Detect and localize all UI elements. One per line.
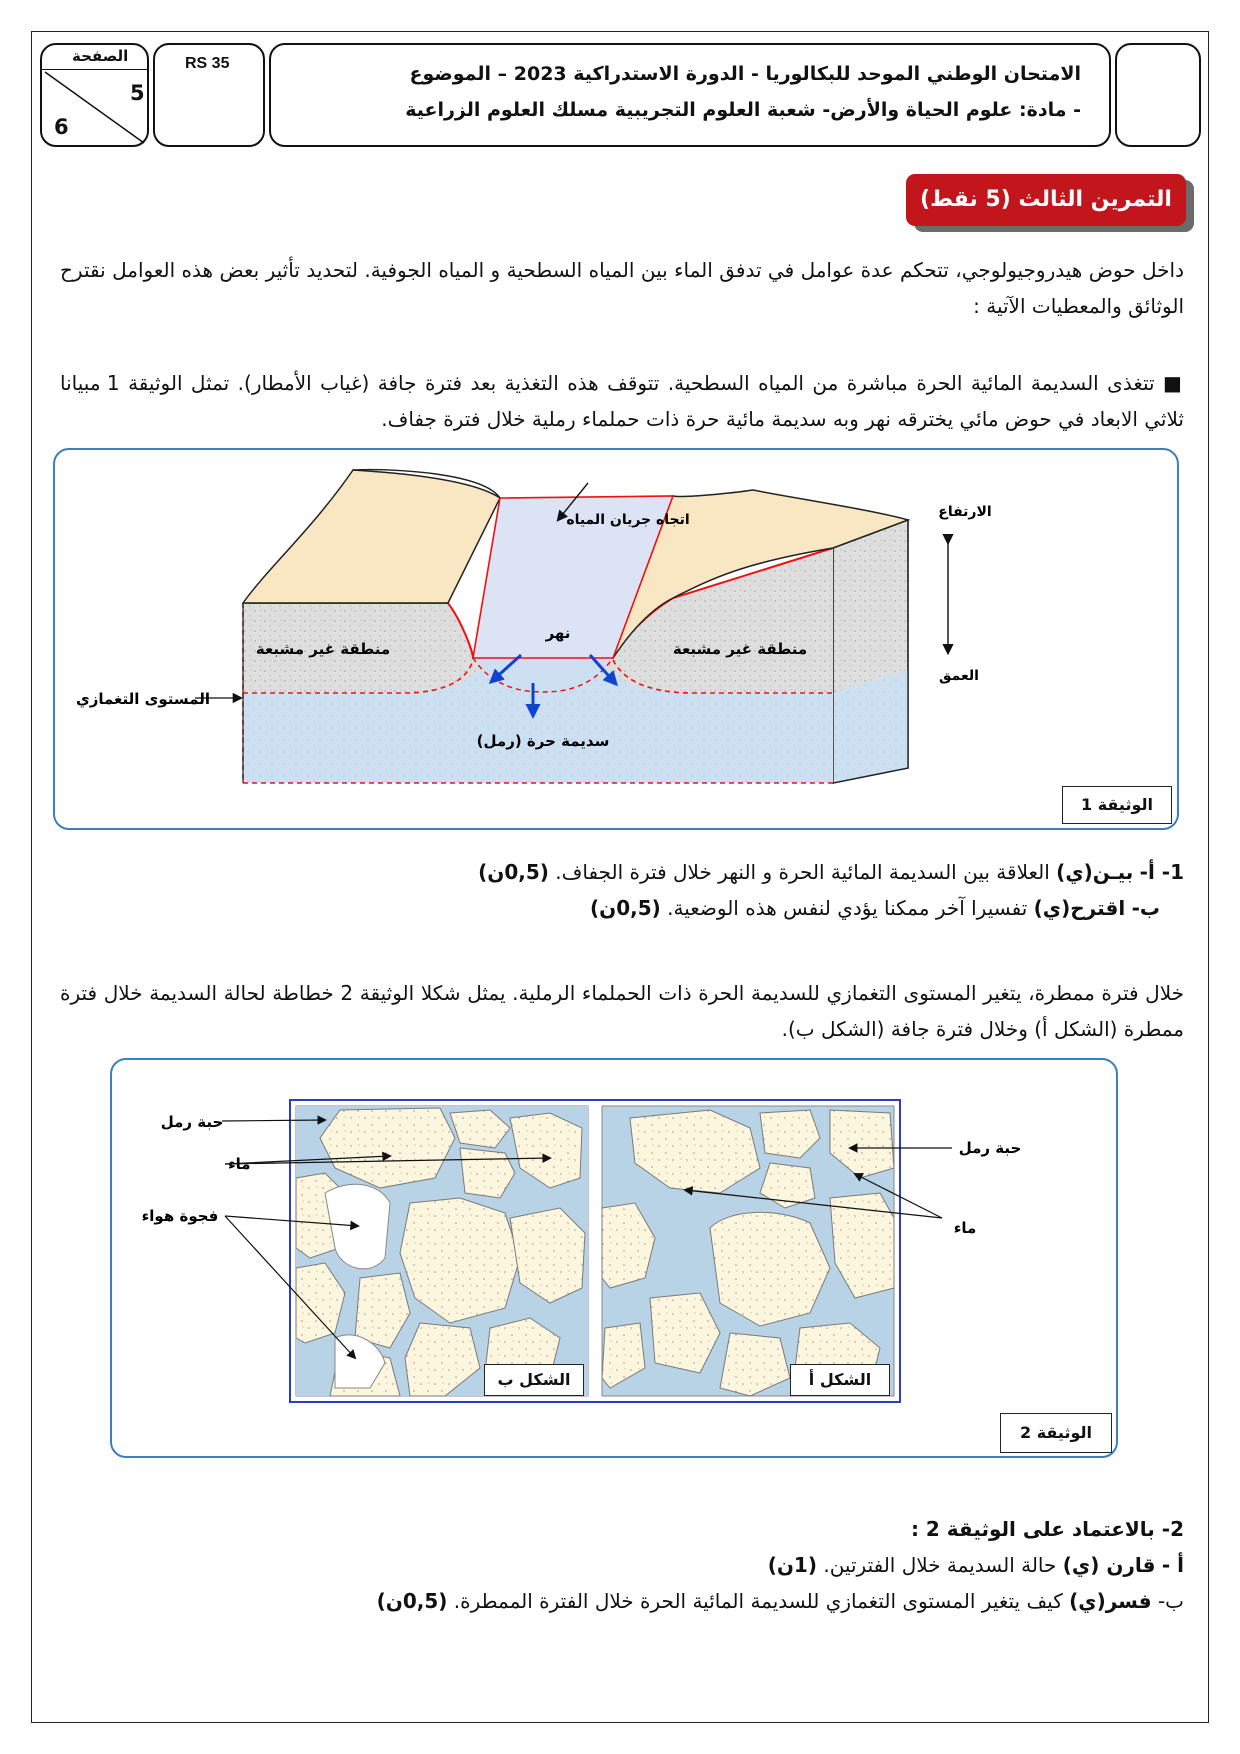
question-1a-verb: بيـن(ي): [1056, 860, 1134, 884]
label-water-table: المستوى التغمازي: [75, 690, 211, 708]
question-1b-number: ب-: [1131, 896, 1160, 920]
question-2b-number: ب-: [1157, 1589, 1184, 1613]
label-depth: العمق: [939, 668, 979, 684]
figure-b-panel: [296, 1106, 588, 1396]
exam-subject: - مادة: علوم الحياة والأرض- شعبة العلوم التجريبية مسلك العلوم الزراعية: [405, 99, 1081, 121]
question-2b-points: (0,5ن): [376, 1589, 448, 1613]
document-2-diagram: [110, 1058, 1118, 1458]
header-blank-box: [1115, 43, 1201, 147]
question-1b-text: تفسيرا آخر ممكنا يؤدي لنفس هذه الوضعية.: [667, 896, 1028, 920]
paragraph-doc1: ■ تتغذى السديمة المائية الحرة مباشرة من المياه السطحية. تتوقف هذه التغذية بعد فترة جافة (غياب الأمطار). تمثل الوثيقة 1 مبيانا ثلاثي الابعاد في حوض مائي يخترقه نهر وبه سديمة مائية حرة ذات حملماء رملية خلال فترة جفاف.: [60, 371, 1184, 431]
question-1b-verb: اقترح(ي): [1033, 896, 1126, 920]
label-water-left: ماء: [228, 1155, 251, 1173]
exam-code-box: [153, 43, 265, 147]
exercise-title: التمرين الثالث (5 نقط): [906, 174, 1186, 226]
question-2b-text: كيف يتغير المستوى التغمازي للسديمة المائية الحرة خلال الفترة الممطرة.: [453, 1589, 1063, 1613]
figure-a-label: الشكل أ: [790, 1364, 890, 1396]
question-2a-verb: قارن (ي): [1062, 1553, 1156, 1577]
label-altitude: الارتفاع: [938, 504, 992, 520]
label-sand-grain-right: حبة رمل: [958, 1139, 1022, 1157]
label-sand-grain-left: حبة رمل: [160, 1113, 224, 1131]
question-1b-points: (0,5ن): [589, 896, 661, 920]
question-1a-number: 1- أ-: [1139, 860, 1184, 884]
label-unsaturated-left: منطقة غير مشبعة: [255, 640, 391, 658]
question-2-title: 2- بالاعتماد على الوثيقة 2 :: [910, 1517, 1184, 1541]
page-number: 5: [130, 81, 145, 105]
question-2b: [377, 1589, 1184, 1613]
question-2a-text: حالة السديمة خلال الفترتين.: [823, 1553, 1057, 1577]
document-1-label: الوثيقة 1: [1062, 786, 1172, 824]
page-total: 6: [54, 115, 69, 139]
question-1a-points: (0,5ن): [478, 860, 549, 884]
exam-title-box: [269, 43, 1111, 147]
question-1a: [478, 860, 1184, 884]
question-2a-number: أ -: [1161, 1553, 1184, 1577]
question-2b-verb: فسر(ي): [1069, 1589, 1152, 1613]
document-2-label: الوثيقة 2: [1000, 1413, 1112, 1453]
label-water-right: ماء: [953, 1219, 977, 1237]
intro-paragraph: داخل حوض هيدروجيولوجي، تتحكم عدة عوامل في تدفق الماء بين المياه السطحية و المياه الجوفية. لتحديد تأثير بعض هذه العوامل نقترح الوثائق والمعطيات الآتية :: [60, 258, 1184, 318]
page-label: الصفحة: [72, 47, 129, 65]
question-1a-text: العلاقة بين السديمة المائية الحرة و النهر خلال فترة الجفاف.: [555, 860, 1050, 884]
paragraph-doc2: خلال فترة ممطرة، يتغير المستوى التغمازي للسديمة الحرة ذات الحملماء الرملية. يمثل شكلا الوثيقة 2 خطاطة لحالة السديمة خلال فترة ممطرة (الشكل أ) وخلال فترة جافة (الشكل ب).: [60, 981, 1185, 1041]
question-2a: [768, 1553, 1184, 1577]
block-side-face: [833, 520, 908, 783]
page-number-box: [40, 43, 149, 147]
exam-code: RS 35: [185, 55, 230, 72]
question-2a-points: (1ن): [767, 1553, 817, 1577]
figure-a-panel: [602, 1106, 894, 1396]
figure-b-label: الشكل ب: [484, 1364, 584, 1396]
label-flow-direction: اتجاه جريان المياه: [566, 512, 690, 528]
label-river: نهر: [545, 624, 571, 642]
exam-title: الامتحان الوطني الموحد للبكالوريا - الدورة الاستدراكية 2023 – الموضوع: [409, 63, 1081, 85]
label-air-pocket-left: فجوة هواء: [141, 1207, 219, 1225]
document-1-diagram: [53, 448, 1179, 830]
question-1b: [590, 896, 1160, 920]
label-unsaturated-right: منطقة غير مشبعة: [672, 640, 808, 658]
label-aquifer: سديمة حرة (رمل): [476, 732, 610, 750]
